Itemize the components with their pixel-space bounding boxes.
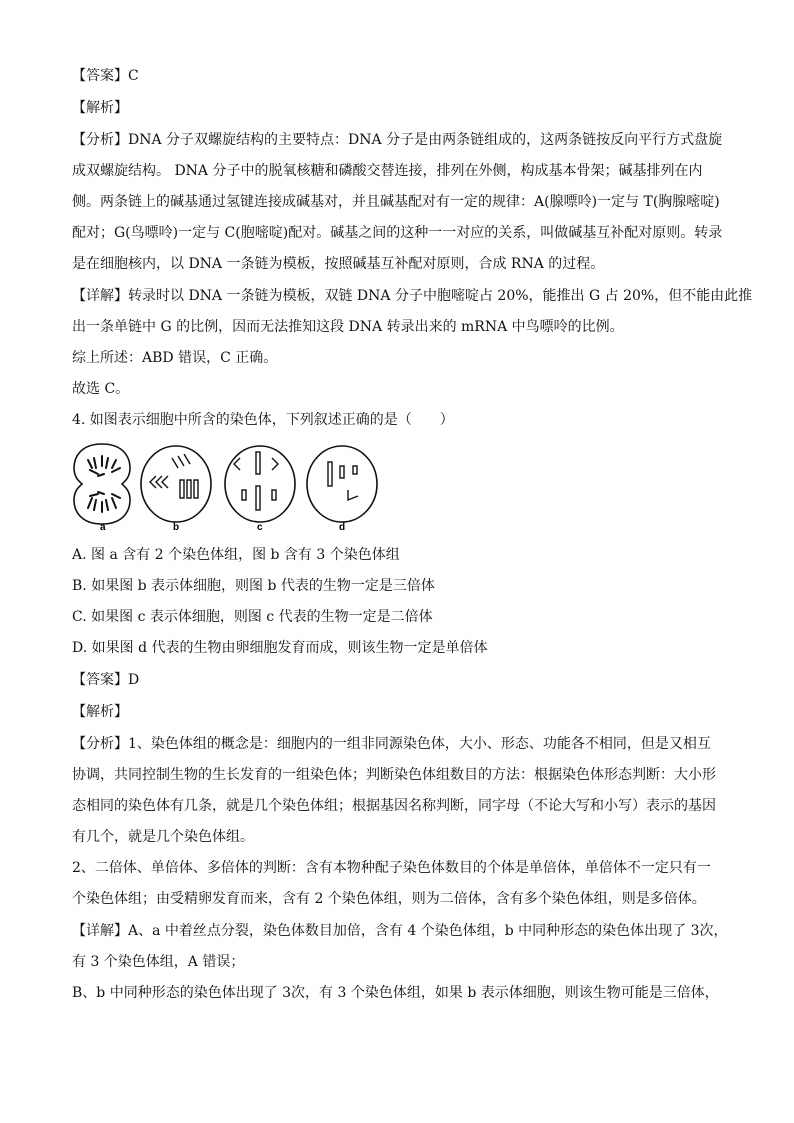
q3-detail-line: 出一条单链中 G 的比例，因而无法推知这段 DNA 转录出来的 mRNA 中鸟嘌呤的比例。 (72, 319, 624, 335)
cell-c (225, 446, 295, 522)
q3-choice: 故选 C。 (72, 381, 130, 397)
q3-analysis-line: 配对；G(鸟嘌呤)一定与 C(胞嘧啶)配对。碱基之间的这种一一对应的关系，叫做碱基互补配对原则。转录 (72, 225, 723, 241)
q4-analysis-line: 2、二倍体、单倍体、多倍体的判断：含有本物种配子染色体数目的个体是单倍体，单倍体不一定只有一 (72, 860, 711, 876)
q3-analysis-line: 【分析】DNA 分子双螺旋结构的主要特点：DNA 分子是由两条链组成的，这两条链按反向平行方式盘旋 (72, 132, 723, 148)
q3-analysis-line: 侧。两条链上的碱基通过氢键连接成碱基对，并且碱基配对有一定的规律：A(腺嘌呤)一定与 T(胸腺嘧啶) (72, 194, 720, 210)
q3-detail-line: 【详解】转录时以 DNA 一条链为模板，双链 DNA 分子中胞嘧啶占 20%，能推出 G 占 20%，但不能由此推 (72, 288, 753, 304)
q4-stem: 4. 如图表示细胞中所含的染色体，下列叙述正确的是（ ） (72, 412, 454, 428)
q4-analysis-line: 态相同的染色体有几条，就是几个染色体组；根据基因名称判断，同字母（不论大写和小写）表示的基因 (72, 798, 716, 814)
figure-label-c: c (257, 522, 263, 532)
q4-detail-line: B、b 中同种形态的染色体出现了 3次，有 3 个染色体组，如果 b 表示体细胞，则该生物可能是三倍体， (72, 985, 719, 1001)
q4-option-d: D. 如果图 d 代表的生物由卵细胞发育而成，则该生物一定是单倍体 (72, 640, 488, 656)
q4-analysis-heading: 【解析】 (72, 704, 128, 720)
q3-analysis-line: 成双螺旋结构。 DNA 分子中的脱氧核糖和磷酸交替连接，排列在外侧，构成基本骨架；碱基排列在内 (72, 163, 703, 179)
q4-analysis-line: 协调，共同控制生物的生长发育的一组染色体；判断染色体组数目的方法：根据染色体形态判断：大小形 (72, 767, 716, 783)
cell-b (141, 446, 211, 522)
q4-analysis-line: 【分析】1、染色体组的概念是：细胞内的一组非同源染色体，大小、形态、功能各不相同，但是又相互 (72, 736, 711, 752)
chromosome-figure-svg (72, 440, 392, 532)
q4-option-b: B. 如果图 b 表示体细胞，则图 b 代表的生物一定是三倍体 (72, 578, 435, 594)
figure-label-d: d (339, 522, 346, 532)
cell-d (307, 446, 377, 522)
q4-answer: 【答案】D (72, 672, 140, 688)
q4-detail-line: 有 3 个染色体组，A 错误； (72, 954, 245, 970)
q3-summary: 综上所述：ABD 错误，C 正确。 (72, 350, 278, 366)
q4-option-a: A. 图 a 含有 2 个染色体组，图 b 含有 3 个染色体组 (72, 547, 400, 563)
q4-option-c: C. 如果图 c 表示体细胞，则图 c 代表的生物一定是二倍体 (72, 609, 433, 625)
q3-analysis-heading: 【解析】 (72, 100, 128, 116)
figure-label-a: a (100, 522, 106, 532)
q3-analysis-line: 是在细胞核内，以 DNA 一条链为模板，按照碱基互补配对原则，合成 RNA 的过程。 (72, 256, 605, 272)
q3-answer: 【答案】C (72, 68, 139, 84)
chromosome-figure (72, 440, 392, 532)
q4-analysis-line: 个染色体组；由受精卵发育而来，含有 2 个染色体组，则为二倍体，含有多个染色体组，则是多倍体。 (72, 891, 706, 907)
cell-a (74, 444, 130, 524)
q4-analysis-line: 有几个，就是几个染色体组。 (72, 829, 254, 845)
q4-detail-line: 【详解】A、a 中着丝点分裂，染色体数目加倍，含有 4 个染色体组，b 中同种形态的染色体出现了 3次， (72, 923, 728, 939)
figure-label-b: b (173, 522, 180, 532)
